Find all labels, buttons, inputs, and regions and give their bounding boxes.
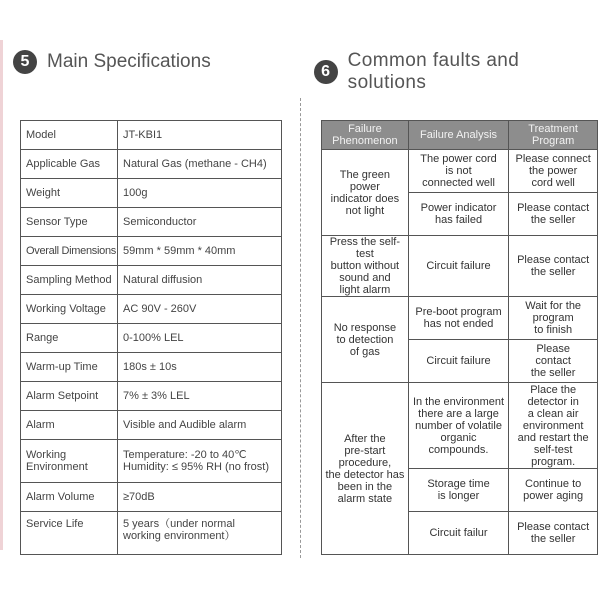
spec-value: 0-100% LEL (118, 324, 282, 353)
table-row (21, 324, 282, 353)
spec-value: 180s ± 10s (118, 353, 282, 382)
spec-key: Alarm Volume (21, 483, 118, 512)
spec-value: 100g (118, 179, 282, 208)
page-edge-accent (0, 40, 3, 550)
failure-analysis: Circuit failure (408, 340, 509, 383)
table-row (21, 353, 282, 382)
spec-key: Model (21, 121, 118, 150)
failure-phenomenon: No response to detection of gas (322, 297, 409, 383)
table-row (21, 208, 282, 237)
faults-title: Common faults and solutions (347, 50, 520, 93)
section-number-badge: 6 (314, 60, 338, 84)
spec-value: Natural diffusion (118, 266, 282, 295)
failure-phenomenon: After the pre-start procedure, the detector has been in the alarm state (322, 383, 409, 555)
header-failure-analysis: Failure Analysis (408, 121, 509, 150)
spec-value: Semiconductor (118, 208, 282, 237)
spec-key: Alarm (21, 411, 118, 440)
spec-key: Applicable Gas (21, 150, 118, 179)
table-row (322, 383, 598, 469)
specs-heading (13, 50, 211, 74)
spec-value: 7% ± 3% LEL (118, 382, 282, 411)
spec-value: Natural Gas (methane - CH4) (118, 150, 282, 179)
table-row (21, 512, 282, 555)
section-number-badge: 5 (13, 50, 37, 74)
spec-key: Range (21, 324, 118, 353)
treatment-program: Please contact the seller (509, 193, 598, 236)
failure-analysis: Power indicator has failed (408, 193, 509, 236)
treatment-program: Please contact the seller (509, 512, 598, 555)
spec-value-line: Humidity: ≤ 95% RH (no frost) (123, 461, 270, 473)
failure-phenomenon: Press the self-test button without sound and light alarm (322, 236, 409, 297)
failure-analysis: Pre-boot program has not ended (408, 297, 509, 340)
treatment-program: Place the detector in a clean air environment and restart the self-test program. (509, 383, 598, 469)
table-row (21, 440, 282, 483)
treatment-program: Continue to power aging (509, 469, 598, 512)
spec-key: Warm-up Time (21, 353, 118, 382)
spec-key: Sensor Type (21, 208, 118, 237)
spec-value-line: 5 years（under normal (123, 518, 235, 530)
spec-key: Overall Dimensions (21, 237, 118, 266)
table-row (21, 150, 282, 179)
treatment-program: Please contact the seller (509, 236, 598, 297)
spec-value: AC 90V - 260V (118, 295, 282, 324)
treatment-program: Please connect the power cord well (509, 150, 598, 193)
failure-analysis: Circuit failur (408, 512, 509, 555)
table-row (322, 150, 598, 193)
table-row (21, 411, 282, 440)
spec-key: Sampling Method (21, 266, 118, 295)
spec-key: Working Environment (21, 440, 118, 483)
spec-value (118, 440, 282, 483)
failure-analysis: The power cord is not connected well (408, 150, 509, 193)
spec-value: ≥70dB (118, 483, 282, 512)
table-row (21, 121, 282, 150)
table-row (322, 297, 598, 340)
table-row (21, 483, 282, 512)
header-failure-phenomenon: Failure Phenomenon (322, 121, 409, 150)
table-row (21, 382, 282, 411)
spec-value-line: Temperature: -20 to 40℃ (123, 449, 247, 461)
treatment-program: Wait for the program to finish (509, 297, 598, 340)
faults-table (321, 120, 598, 555)
table-row (21, 179, 282, 208)
spec-key: Service Life (21, 512, 118, 555)
table-row (322, 236, 598, 297)
table-row (21, 237, 282, 266)
spec-value: JT-KBI1 (118, 121, 282, 150)
spec-key: Working Voltage (21, 295, 118, 324)
section-divider (300, 98, 301, 558)
failure-analysis: In the environment there are a large number of volatile organic compounds. (408, 383, 509, 469)
spec-value: Visible and Audible alarm (118, 411, 282, 440)
table-row (21, 266, 282, 295)
failure-analysis: Circuit failure (408, 236, 509, 297)
spec-value: 59mm * 59mm * 40mm (118, 237, 282, 266)
spec-key: Alarm Setpoint (21, 382, 118, 411)
spec-value (118, 512, 282, 555)
specs-table (20, 120, 282, 555)
treatment-program: Please contact the seller (509, 340, 598, 383)
table-row (21, 295, 282, 324)
spec-key: Weight (21, 179, 118, 208)
spec-value-line: working environment） (123, 530, 236, 542)
failure-analysis: Storage time is longer (408, 469, 509, 512)
table-header-row (322, 121, 598, 150)
failure-phenomenon: The green power indicator does not light (322, 150, 409, 236)
specs-title: Main Specifications (47, 51, 211, 72)
header-treatment-program: Treatment Program (509, 121, 598, 150)
faults-heading (314, 50, 600, 94)
